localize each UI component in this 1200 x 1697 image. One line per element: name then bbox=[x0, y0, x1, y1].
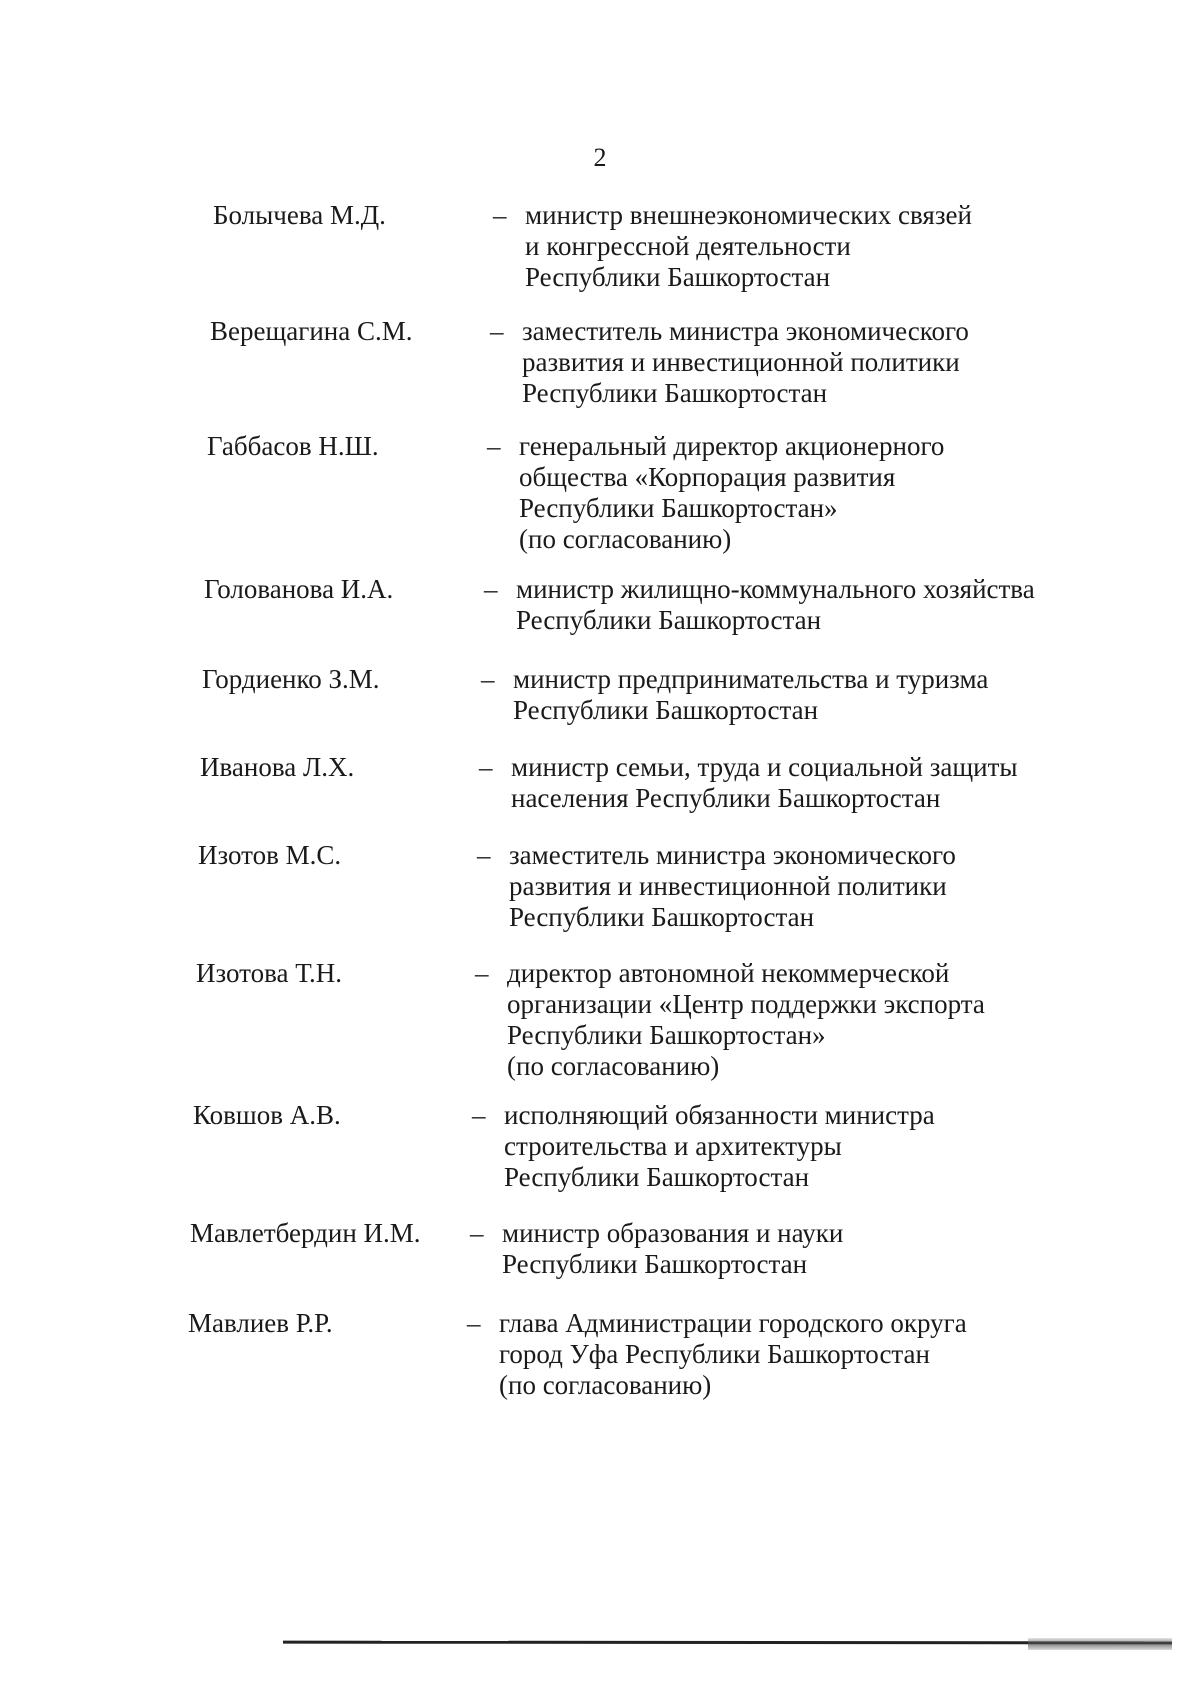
member-position-line: Республики Башкортостан» bbox=[507, 1020, 826, 1050]
member-position-line: населения Республики Башкортостан bbox=[511, 783, 941, 813]
member-dash: – bbox=[477, 840, 491, 870]
member-position-line: общества «Корпорация развития bbox=[519, 462, 896, 492]
member-name: Болычева М.Д. bbox=[213, 200, 386, 230]
member-name: Мавлетбердин И.М. bbox=[190, 1218, 421, 1248]
member-name: Голованова И.А. bbox=[204, 574, 394, 604]
member-row bbox=[0, 200, 1200, 320]
member-name: Ковшов А.В. bbox=[193, 1100, 341, 1130]
member-dash: – bbox=[467, 1308, 481, 1338]
member-position-line: Республики Башкортостан bbox=[504, 1162, 810, 1192]
member-position-line: развития и инвестиционной политики bbox=[522, 347, 960, 377]
member-row bbox=[0, 840, 1200, 960]
member-position-line: (по согласованию) bbox=[507, 1051, 720, 1081]
member-position-line: Республики Башкортостан bbox=[502, 1249, 808, 1279]
member-name: Верещагина С.М. bbox=[210, 316, 413, 346]
member-name: Иванова Л.Х. bbox=[200, 752, 355, 782]
member-row bbox=[0, 1308, 1200, 1428]
member-position-line: директор автономной некоммерческой bbox=[507, 958, 950, 988]
member-dash: – bbox=[487, 431, 501, 461]
member-position-line: организации «Центр поддержки экспорта bbox=[507, 989, 985, 1019]
member-position-line: министр жилищно-коммунального хозяйства bbox=[516, 574, 1035, 604]
member-position-line: министр образования и науки bbox=[502, 1218, 844, 1248]
member-position bbox=[519, 431, 944, 555]
member-position bbox=[507, 958, 985, 1082]
member-row bbox=[0, 316, 1200, 436]
member-position bbox=[504, 1100, 935, 1193]
member-position-line: строительства и архитектуры bbox=[504, 1131, 842, 1161]
member-position bbox=[525, 200, 972, 293]
member-position-line: Республики Башкортостан bbox=[522, 378, 828, 408]
page-number: 2 bbox=[593, 143, 607, 172]
member-name: Габбасов Н.Ш. bbox=[207, 431, 379, 461]
member-position-line: Республики Башкортостан» bbox=[519, 493, 838, 523]
member-dash: – bbox=[475, 958, 489, 988]
member-position-line: исполняющий обязанности министра bbox=[504, 1100, 935, 1130]
member-position-line: Республики Башкортостан bbox=[513, 695, 819, 725]
member-dash: – bbox=[479, 752, 493, 782]
member-row bbox=[0, 1100, 1200, 1220]
member-position bbox=[522, 316, 969, 409]
member-row bbox=[0, 431, 1200, 554]
member-position bbox=[509, 840, 956, 933]
member-position-line: Республики Башкортостан bbox=[516, 605, 822, 635]
member-name: Изотов М.С. bbox=[198, 840, 342, 870]
member-position-line: развития и инвестиционной политики bbox=[509, 871, 947, 901]
member-position-line: Республики Башкортостан bbox=[525, 262, 831, 292]
member-position-line: министр семьи, труда и социальной защиты bbox=[511, 752, 1018, 782]
member-position-line: министр предпринимательства и туризма bbox=[513, 664, 989, 694]
member-dash: – bbox=[484, 574, 498, 604]
member-position-line: и конгрессной деятельности bbox=[525, 231, 851, 261]
member-dash: – bbox=[472, 1100, 486, 1130]
scan-edge-mark bbox=[1028, 1638, 1172, 1650]
member-position-line: город Уфа Республики Башкортостан bbox=[499, 1339, 930, 1369]
member-position-line: (по согласованию) bbox=[519, 524, 732, 554]
member-position bbox=[502, 1218, 843, 1280]
member-position bbox=[511, 752, 1018, 814]
member-position-line: заместитель министра экономического bbox=[509, 840, 956, 870]
member-position-line: (по согласованию) bbox=[499, 1370, 712, 1400]
member-position bbox=[513, 664, 988, 726]
member-position bbox=[499, 1308, 967, 1401]
member-position bbox=[516, 574, 1035, 636]
member-name: Мавлиев Р.Р. bbox=[188, 1308, 333, 1338]
member-position-line: заместитель министра экономического bbox=[522, 316, 969, 346]
member-name: Гордиенко З.М. bbox=[202, 664, 380, 694]
member-position-line: глава Администрации городского округа bbox=[499, 1308, 967, 1338]
member-position-line: генеральный директор акционерного bbox=[519, 431, 945, 461]
member-position-line: министр внешнеэкономических связей bbox=[525, 200, 972, 230]
member-position-line: Республики Башкортостан bbox=[509, 902, 815, 932]
member-dash: – bbox=[481, 664, 495, 694]
member-dash: – bbox=[470, 1218, 484, 1248]
member-row bbox=[0, 958, 1200, 1081]
member-name: Изотова Т.Н. bbox=[196, 958, 343, 988]
member-dash: – bbox=[490, 316, 504, 346]
member-dash: – bbox=[493, 200, 507, 230]
